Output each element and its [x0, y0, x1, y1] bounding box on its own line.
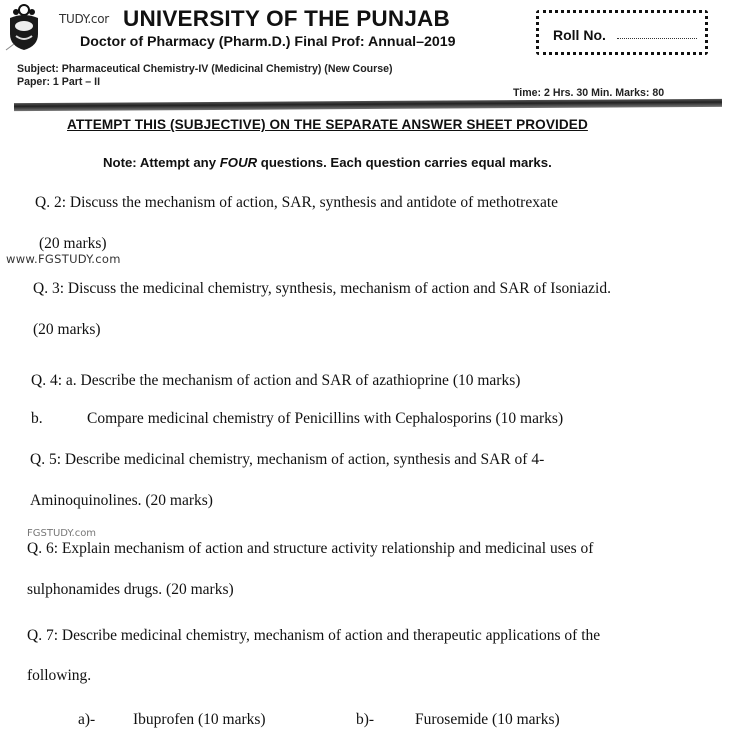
question-7-line2: following.: [27, 667, 92, 684]
university-crest-icon: [4, 2, 44, 54]
question-5-line1: Q. 5: Describe medicinal chemistry, mechanism of action, synthesis and SAR of 4-: [30, 451, 545, 468]
question-4a: Q. 4: a. Describe the mechanism of action and SAR of azathioprine (10 marks): [31, 372, 521, 389]
note-suffix: questions. Each question carries equal marks.: [257, 155, 552, 170]
question-7-line1: Q. 7: Describe medicinal chemistry, mechanism of action and therapeutic applications of the: [27, 627, 601, 644]
roll-number-label: Roll No.: [553, 27, 606, 43]
watermark-low: FGSTUDY.com: [27, 528, 97, 539]
degree-title: Doctor of Pharmacy (Pharm.D.) Final Prof: Annual–2019: [80, 34, 456, 50]
subject-line: Subject: Pharmaceutical Chemistry-IV (Medicinal Chemistry) (New Course): [17, 63, 393, 75]
time-marks: Time: 2 Hrs. 30 Min. Marks: 80: [513, 87, 665, 99]
watermark-top: TUDY.cor: [59, 12, 109, 26]
note-prefix: Note: Attempt any: [103, 155, 220, 170]
question-2-marks: (20 marks): [39, 235, 107, 252]
roll-number-blank: [617, 38, 697, 39]
question-7a-label: a)-: [78, 711, 96, 728]
note-emphasis: FOUR: [219, 155, 258, 170]
header-separator: [14, 99, 722, 111]
note-instruction: [103, 155, 552, 170]
question-7a: Ibuprofen (10 marks): [133, 711, 266, 728]
university-name: UNIVERSITY OF THE PUNJAB: [123, 6, 450, 31]
question-7b: Furosemide (10 marks): [415, 711, 560, 728]
question-2-line1: Q. 2: Discuss the mechanism of action, SAR, synthesis and antidote of methotrexate: [35, 194, 559, 211]
question-7b-label: b)-: [356, 711, 375, 728]
question-3-marks: (20 marks): [33, 321, 101, 338]
question-5-line2: Aminoquinolines. (20 marks): [30, 492, 213, 509]
question-3-line1: Q. 3: Discuss the medicinal chemistry, synthesis, mechanism of action and SAR of Isoniazid.: [33, 280, 611, 297]
question-6-line2: sulphonamides drugs. (20 marks): [27, 581, 234, 598]
roll-number-box: [536, 10, 708, 55]
watermark-mid: www.FGSTUDY.com: [6, 252, 121, 266]
question-4b-label: b.: [31, 410, 43, 427]
attempt-instruction: ATTEMPT THIS (SUBJECTIVE) ON THE SEPARATE ANSWER SHEET PROVIDED: [67, 117, 588, 132]
question-4b: Compare medicinal chemistry of Penicillins with Cephalosporins (10 marks): [87, 410, 564, 427]
question-6-line1: Q. 6: Explain mechanism of action and structure activity relationship and medicinal uses of: [27, 540, 594, 557]
paper-line: Paper: 1 Part – II: [17, 76, 101, 88]
